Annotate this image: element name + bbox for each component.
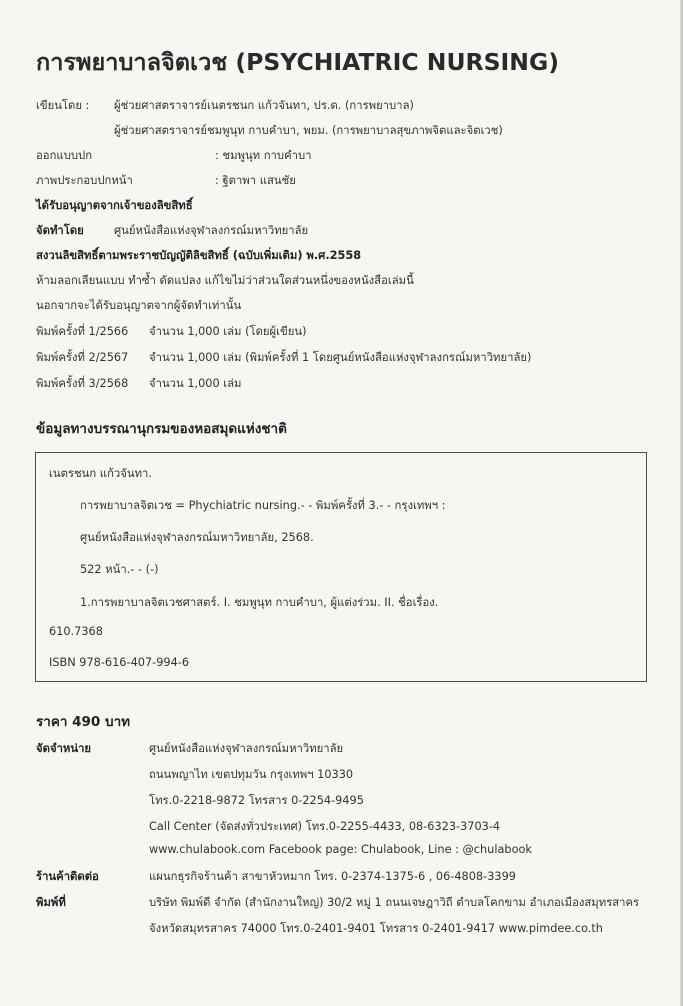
printer-line-1: บริษัท พิมพ์ดี จำกัด (สำนักงานใหญ่) 30/2 หมู่ 1 ถนนเจษฎาวิถี ตำบลโคกขาม อำเภอเมืองสมุทรสาคร — [149, 896, 640, 909]
printing-1-text: จำนวน 1,000 เล่ม (โดยผู้เขียน) — [149, 325, 307, 338]
printer-line-2: จังหวัดสมุทรสาคร 74000 โทร.0-2401-9401 โทรสาร 0-2401-9417 www.pimdee.co.th — [149, 922, 603, 935]
cover-design-label: ออกแบบปก — [36, 149, 93, 162]
permission-heading: ได้รับอนุญาตจากเจ้าของลิขสิทธิ์ — [36, 199, 193, 212]
cover-design-value: : ชมพูนุท กาบคำบา — [215, 149, 312, 162]
catalog-heading: ข้อมูลทางบรรณานุกรมของหอสมุดแห่งชาติ — [36, 421, 287, 437]
author-1: ผู้ช่วยศาสตราจารย์เนตรชนก แก้วจันทา, ปร.ด. (การพยาบาล) — [114, 99, 414, 112]
catalog-title-line: การพยาบาลจิตเวช = Phychiatric nursing.- - พิมพ์ครั้งที่ 3.- - กรุงเทพฯ : — [80, 499, 446, 512]
author-2: ผู้ช่วยศาสตราจารย์ชมพูนุท กาบคำบา, พยม. (การพยาบาลสุขภาพจิตและจิตเวช) — [114, 124, 503, 137]
distributor-label: จัดจำหน่าย — [36, 742, 92, 755]
distributor-line-4: Call Center (จัดส่งทั่วประเทศ) โทร.0-2255-4433, 08-6323-3703-4 — [149, 820, 501, 833]
printing-1-label: พิมพ์ครั้งที่ 1/2566 — [36, 325, 129, 338]
distributor-line-3: โทร.0-2218-9872 โทรสาร 0-2254-9495 — [149, 794, 364, 807]
catalog-class-number: 610.7368 — [49, 625, 103, 638]
catalog-publisher-line: ศูนย์หนังสือแห่งจุฬาลงกรณ์มหาวิทยาลัย, 2568. — [80, 531, 314, 544]
produced-by-value: ศูนย์หนังสือแห่งจุฬาลงกรณ์มหาวิทยาลัย — [114, 224, 309, 237]
copyright-text-2: นอกจากจะได้รับอนุญาตจากผู้จัดทำเท่านั้น — [36, 299, 242, 312]
distributor-line-1: ศูนย์หนังสือแห่งจุฬาลงกรณ์มหาวิทยาลัย — [149, 742, 344, 755]
copyright-heading: สงวนลิขสิทธิ์ตามพระราชบัญญัติลิขสิทธิ์ (ฉบับเพิ่มเติม) พ.ศ.2558 — [36, 249, 362, 262]
cover-illustration-label: ภาพประกอบปกหน้า — [36, 174, 133, 187]
printer-label: พิมพ์ที่ — [36, 896, 66, 909]
printing-2-text: จำนวน 1,000 เล่ม (พิมพ์ครั้งที่ 1 โดยศูนย์หนังสือแห่งจุฬาลงกรณ์มหาวิทยาลัย) — [149, 351, 532, 364]
catalog-author: เนตรชนก แก้วจันทา. — [49, 467, 152, 480]
produced-by-label: จัดทำโดย — [36, 224, 84, 237]
catalog-isbn: ISBN 978-616-407-994-6 — [49, 656, 190, 669]
catalog-subjects-line: 1.การพยาบาลจิตเวชศาสตร์. I. ชมพูนุท กาบคำบา, ผู้แต่งร่วม. II. ชื่อเรื่อง. — [80, 596, 439, 609]
cover-illustration-value: : ฐิตาพา แสนชัย — [215, 174, 296, 187]
printing-3-text: จำนวน 1,000 เล่ม — [149, 377, 242, 390]
authors-label: เขียนโดย : — [36, 99, 90, 112]
distributor-line-5: www.chulabook.com Facebook page: Chulabook, Line : @chulabook — [149, 843, 532, 856]
store-value: แผนกธุรกิจร้านค้า สาขาหัวหมาก โทร. 0-2374-1375-6 , 06-4808-3399 — [149, 870, 516, 883]
store-label: ร้านค้าติดต่อ — [36, 870, 99, 883]
catalog-pages-line: 522 หน้า.- - (-) — [80, 563, 159, 576]
price: ราคา 490 บาท — [36, 714, 131, 730]
distributor-line-2: ถนนพญาไท เขตปทุมวัน กรุงเทพฯ 10330 — [149, 768, 354, 781]
printing-3-label: พิมพ์ครั้งที่ 3/2568 — [36, 377, 129, 390]
copyright-text-1: ห้ามลอกเลียนแบบ ทำซ้ำ ดัดแปลง แก้ไขไม่ว่าส่วนใดส่วนหนึ่งของหนังสือเล่มนี้ — [36, 274, 414, 287]
book-title: การพยาบาลจิตเวช (PSYCHIATRIC NURSING) — [36, 48, 560, 76]
printing-2-label: พิมพ์ครั้งที่ 2/2567 — [36, 351, 129, 364]
